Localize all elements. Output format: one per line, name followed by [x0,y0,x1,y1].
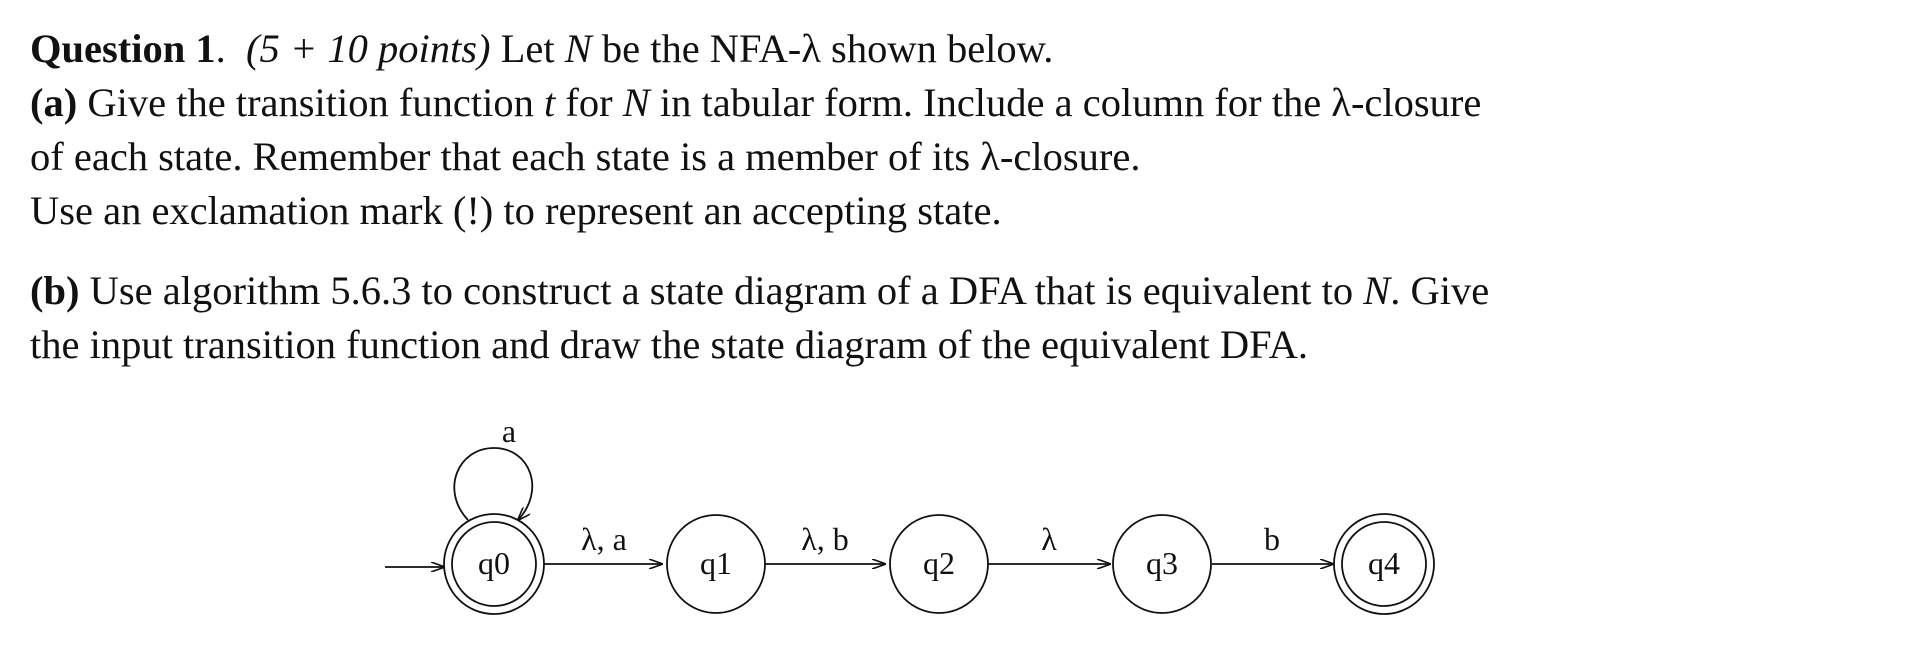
part-b-line-2: the input transition function and draw the state diagram of the equivalent DFA. [30,322,1309,367]
part-b-label: (b) [30,268,80,313]
points: (5 + 10 points) [246,26,491,71]
state-q0 [444,514,544,614]
transition-function-symbol: t [544,80,556,125]
state-label-q4: q4 [1368,545,1400,581]
part-a-label: (a) [30,80,78,125]
part-b-text: Use algorithm 5.6.3 to construct a state diagram of a DFA that is equivalent to [79,268,1364,313]
intro-text: Let [490,26,565,71]
self-loop-q0 [454,448,532,520]
edge-label-q1-q2: λ, b [801,521,849,557]
state-q2 [890,515,988,613]
intro-text-end: be the NFA-λ shown below. [591,26,1054,71]
state-label-q1: q1 [700,545,732,581]
edge-label-q3-q4: b [1264,521,1280,557]
nfa-symbol: N [564,26,592,71]
part-a-text: Give the transition function [77,80,545,125]
state-q1 [667,515,765,613]
nfa-symbol: N [622,80,650,125]
part-a-line-2: of each state. Remember that each state is a member of its λ-closure. [30,134,1141,179]
part-a-text-end: in tabular form. Include a column for the λ-closure [649,80,1482,125]
edge-label-q2-q3: λ [1041,521,1057,557]
nfa-symbol: N [1363,268,1391,313]
state-q3 [1113,515,1211,613]
question-title-period: . [215,26,226,71]
state-label-q2: q2 [923,545,955,581]
part-a-line-3: Use an exclamation mark (!) to represent an accepting state. [30,188,1002,233]
state-label-q3: q3 [1146,545,1178,581]
edge-label-q0-q1: λ, a [581,521,627,557]
self-loop-label: a [501,413,517,449]
part-a-text-for: for [555,80,623,125]
state-label-q0: q0 [478,545,510,581]
question-title: Question 1 [30,26,216,71]
state-q4 [1334,514,1434,614]
part-b-text-end: . Give [1390,268,1490,313]
